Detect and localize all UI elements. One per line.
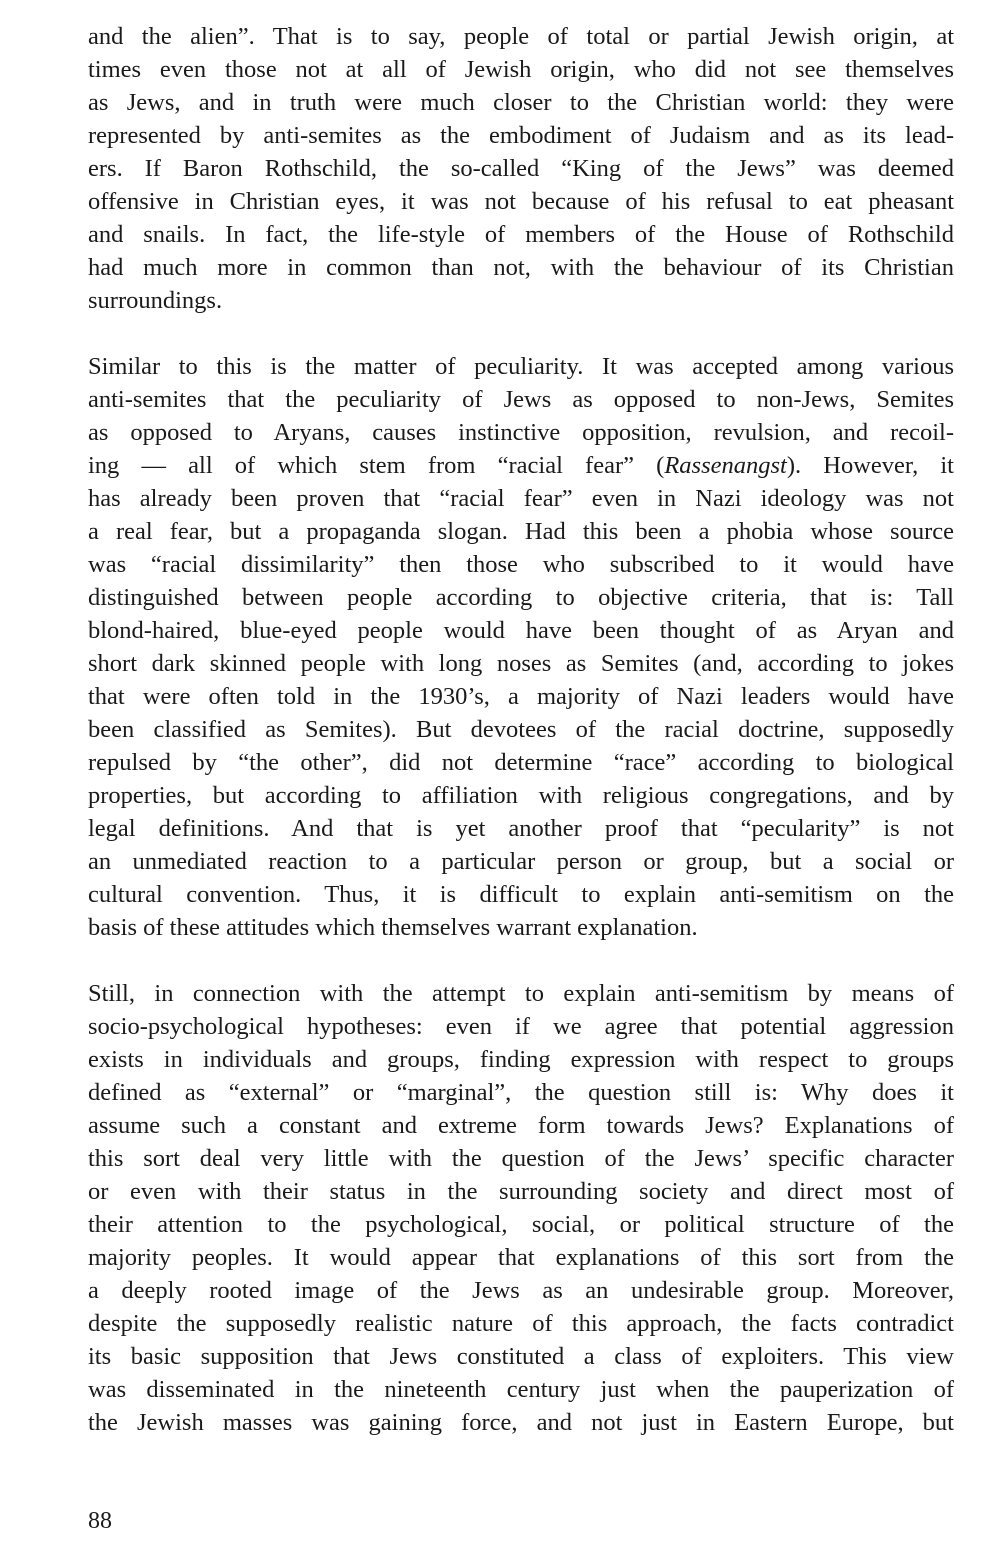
text-line: was disseminated in the nineteenth century just when the pauperization of [88, 1376, 954, 1403]
text-line: been classified as Semites). But devotees of the racial doctrine, supposedly [88, 716, 954, 743]
text-line: as Jews, and in truth were much closer to the Christian world: they were [88, 89, 954, 116]
text-line: their attention to the psychological, social, or political structure of the [88, 1211, 954, 1238]
text-line: cultural convention. Thus, it is difficult to explain anti-semitism on the [88, 881, 954, 908]
page-body [88, 20, 954, 1439]
text-line: Still, in connection with the attempt to explain anti-semitism by means of [88, 980, 954, 1007]
text-line: blond-haired, blue-eyed people would have been thought of as Aryan and [88, 617, 954, 644]
text-line: this sort deal very little with the question of the Jews’ specific character [88, 1145, 954, 1172]
text-line: was “racial dissimilarity” then those who subscribed to it would have [88, 551, 954, 578]
text-line: has already been proven that “racial fear” even in Nazi ideology was not [88, 485, 954, 512]
text-line: and snails. In fact, the life-style of members of the House of Rothschild [88, 221, 954, 248]
text-line: represented by anti-semites as the embodiment of Judaism and as its lead- [88, 122, 954, 149]
paragraph [88, 977, 954, 1439]
text-line: legal definitions. And that is yet another proof that “pecularity” is not [88, 815, 954, 842]
text-line: as opposed to Aryans, causes instinctive opposition, revulsion, and recoil- [88, 419, 954, 446]
text-line: a deeply rooted image of the Jews as an undesirable group. Moreover, [88, 1277, 954, 1304]
text-line: and the alien”. That is to say, people of total or partial Jewish origin, at [88, 23, 954, 50]
text-line: the Jewish masses was gaining force, and not just in Eastern Europe, but [88, 1409, 954, 1436]
text-line: exists in individuals and groups, finding expression with respect to groups [88, 1046, 954, 1073]
text-line: surroundings. [88, 287, 223, 314]
page-number: 88 [88, 1508, 112, 1534]
text-line: had much more in common than not, with the behaviour of its Christian [88, 254, 954, 281]
text-line: basis of these attitudes which themselves warrant explanation. [88, 914, 698, 941]
paragraph [88, 350, 954, 944]
text-segment: ing — all of which stem from “racial fear” ( [88, 452, 665, 479]
text-line: majority peoples. It would appear that explanations of this sort from the [88, 1244, 954, 1271]
italic-term: Rassenangst [664, 452, 787, 479]
text-line: Similar to this is the matter of peculiarity. It was accepted among various [88, 353, 954, 380]
text-line: despite the supposedly realistic nature of this approach, the facts contradict [88, 1310, 954, 1337]
text-line: defined as “external” or “marginal”, the question still is: Why does it [88, 1079, 954, 1106]
paragraph [88, 20, 954, 317]
text-line [88, 449, 954, 482]
text-line: a real fear, but a propaganda slogan. Had this been a phobia whose source [88, 518, 954, 545]
text-line: or even with their status in the surrounding society and direct most of [88, 1178, 954, 1205]
text-line: anti-semites that the peculiarity of Jews as opposed to non-Jews, Semites [88, 386, 954, 413]
text-line: offensive in Christian eyes, it was not because of his refusal to eat pheasant [88, 188, 954, 215]
text-line: times even those not at all of Jewish origin, who did not see themselves [88, 56, 954, 83]
text-line: distinguished between people according to objective criteria, that is: Tall [88, 584, 954, 611]
text-line: short dark skinned people with long noses as Semites (and, according to jokes [88, 650, 954, 677]
text-line: repulsed by “the other”, did not determine “race” according to biological [88, 749, 954, 776]
text-line: its basic supposition that Jews constituted a class of exploiters. This view [88, 1343, 954, 1370]
text-line: ers. If Baron Rothschild, the so-called “King of the Jews” was deemed [88, 155, 954, 182]
text-line: that were often told in the 1930’s, a majority of Nazi leaders would have [88, 683, 954, 710]
text-segment: ). However, it [786, 452, 954, 479]
text-line: socio-psychological hypotheses: even if we agree that potential aggression [88, 1013, 954, 1040]
text-line: properties, but according to affiliation with religious congregations, and by [88, 782, 954, 809]
text-line: an unmediated reaction to a particular person or group, but a social or [88, 848, 954, 875]
text-line: assume such a constant and extreme form towards Jews? Explanations of [88, 1112, 954, 1139]
